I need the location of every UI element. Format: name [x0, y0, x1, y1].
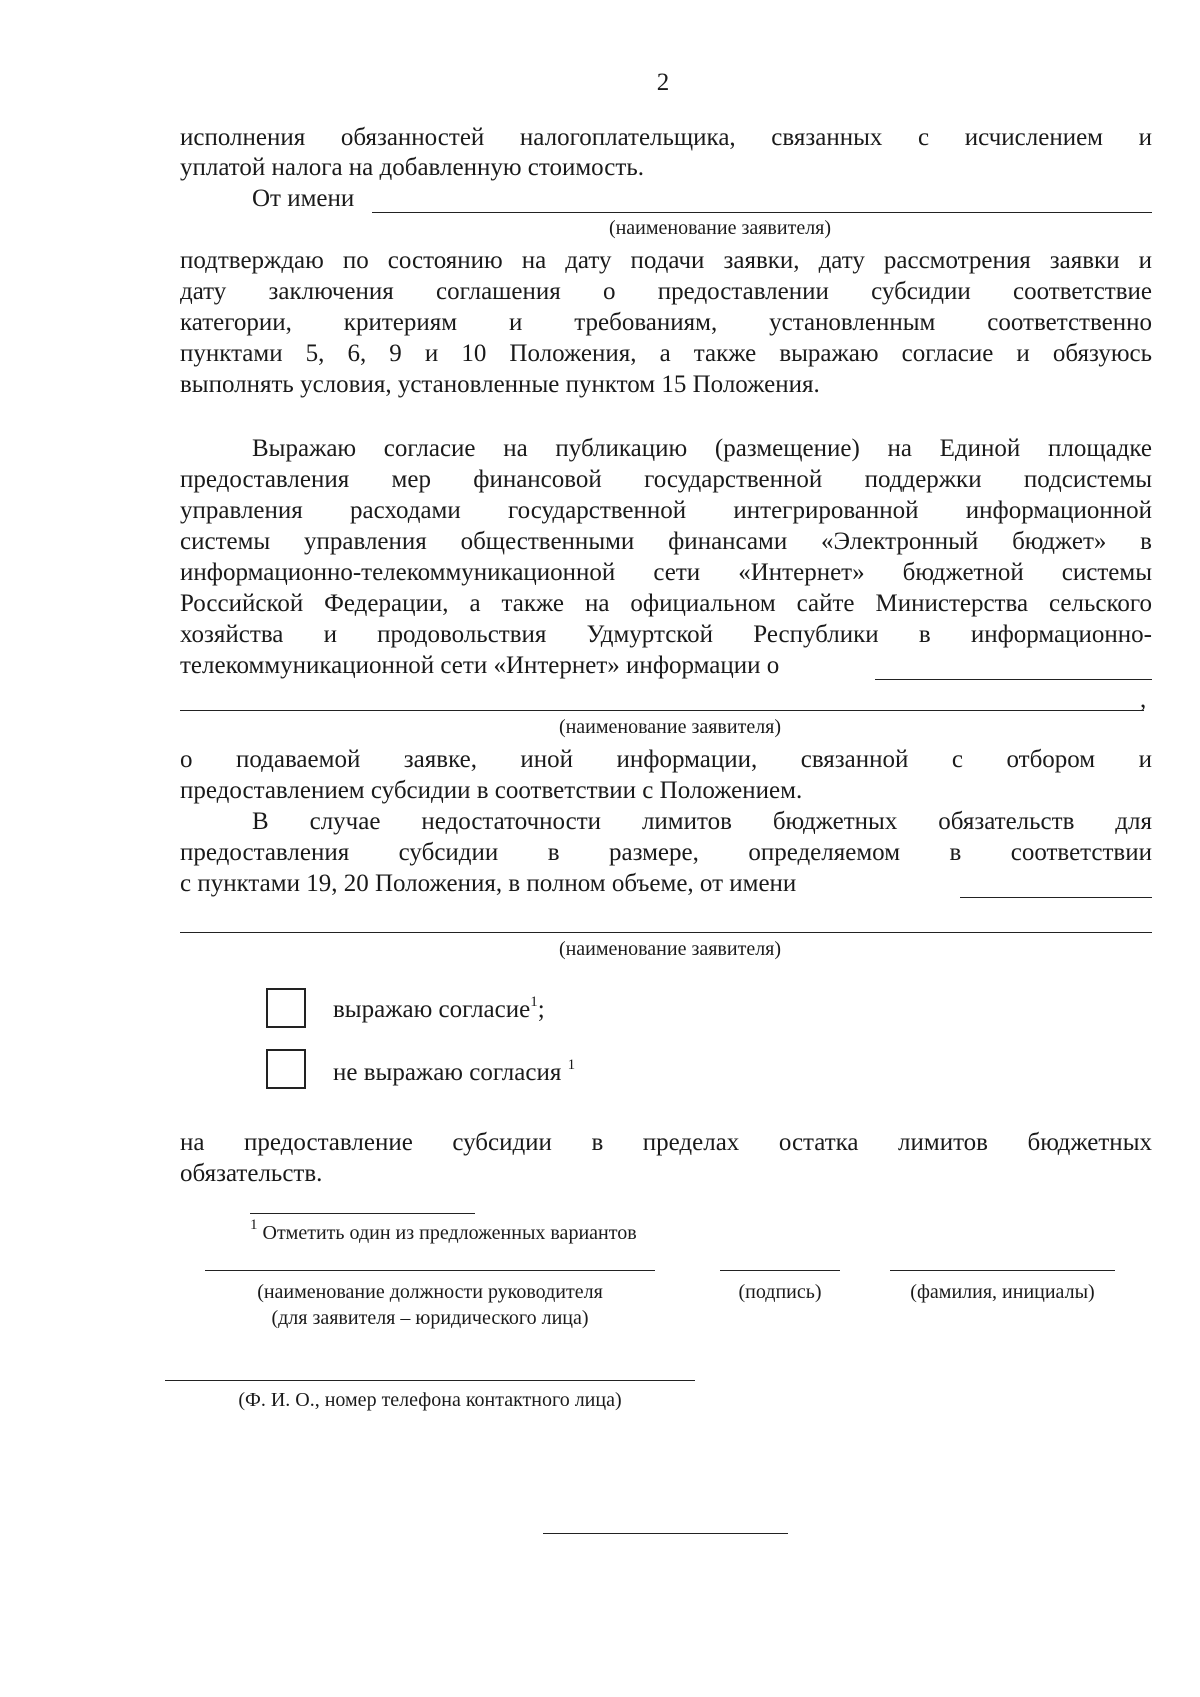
paragraph-3-line-6: Российской Федерации, а также на официальном сайте Министерства сельского — [180, 590, 1152, 617]
position-caption-1: (наименование должности руководителя — [257, 1281, 603, 1303]
paragraph-2-line-5: выполнять условия, установленные пунктом 15 Положения. — [180, 371, 820, 398]
no-consent-option-text: не выражаю согласия — [333, 1059, 568, 1086]
paragraph-3-line-4: системы управления общественными финансами «Электронный бюджет» в — [180, 528, 1152, 555]
info-field-line-1[interactable] — [875, 679, 1152, 680]
paragraph-6-line-2: обязательств. — [180, 1160, 323, 1187]
signature-field-line[interactable] — [720, 1270, 840, 1271]
paragraph-6-line-1: на предоставление субсидии в пределах остатка лимитов бюджетных — [180, 1129, 1152, 1156]
paragraph-4-line-1: о подаваемой заявке, иной информации, связанной с отбором и — [180, 746, 1152, 773]
applicant-name-field-line-3[interactable] — [960, 897, 1152, 898]
footnote-separator — [250, 1213, 475, 1214]
from-label: От имени — [252, 185, 355, 212]
paragraph-3-line-2: предоставления мер финансовой государственной поддержки подсистемы — [180, 466, 1152, 493]
applicant-caption-2: (наименование заявителя) — [558, 716, 782, 738]
paragraph-2-line-2: дату заключения соглашения о предоставлении субсидии соответствие — [180, 278, 1152, 305]
consent-checkbox[interactable] — [266, 988, 306, 1028]
paragraph-5-line-2: предоставления субсидии в размере, определяемом в соответствии — [180, 839, 1152, 866]
name-field-line[interactable] — [890, 1270, 1115, 1271]
paragraph-1-line-2: уплатой налога на добавленную стоимость. — [180, 154, 644, 181]
contact-caption: (Ф. И. О., номер телефона контактного лица) — [238, 1389, 622, 1411]
consent-option-text: выражаю согласие — [333, 996, 531, 1023]
page-number: 2 — [656, 69, 670, 96]
no-consent-option-label — [333, 1057, 575, 1088]
paragraph-3-line-1: Выражаю согласие на публикацию (размещение) на Единой площадке — [252, 435, 1152, 462]
no-consent-footnote-ref: 1 — [567, 1056, 576, 1073]
paragraph-3-line-8: телекоммуникационной сети «Интернет» информации о — [180, 652, 780, 679]
applicant-caption-3: (наименование заявителя) — [558, 938, 782, 960]
paragraph-3-line-7: хозяйства и продовольствия Удмуртской Республики в информационно- — [180, 621, 1152, 648]
contact-field-line[interactable] — [165, 1380, 695, 1381]
footnote-mark: 1 — [250, 1217, 258, 1234]
footnote — [250, 1217, 637, 1246]
position-caption-2: (для заявителя – юридического лица) — [271, 1307, 589, 1329]
no-consent-checkbox[interactable] — [266, 1049, 306, 1089]
paragraph-2-line-1: подтверждаю по состоянию на дату подачи заявки, дату рассмотрения заявки и — [180, 247, 1152, 274]
consent-option-suffix: ; — [537, 996, 545, 1023]
comma: , — [1140, 686, 1147, 713]
consent-option-label — [333, 994, 545, 1025]
paragraph-3-line-3: управления расходами государственной интегрированной информационной — [180, 497, 1152, 524]
end-separator — [543, 1533, 788, 1534]
info-field-line-2[interactable] — [180, 710, 1144, 711]
paragraph-4-line-2: предоставлением субсидии в соответствии с Положением. — [180, 777, 803, 804]
name-caption: (фамилия, инициалы) — [910, 1281, 1095, 1303]
paragraph-5-line-3: с пунктами 19, 20 Положения, в полном объеме, от имени — [180, 870, 797, 897]
paragraph-2-line-3: категории, критериям и требованиям, установленным соответственно — [180, 309, 1152, 336]
applicant-caption-1: (наименование заявителя) — [608, 217, 832, 239]
paragraph-2-line-4: пунктами 5, 6, 9 и 10 Положения, а также выражаю согласие и обязуюсь — [180, 340, 1152, 367]
signature-caption: (подпись) — [738, 1281, 822, 1303]
paragraph-1-line-1: исполнения обязанностей налогоплательщика, связанных с исчислением и — [180, 124, 1152, 151]
position-field-line[interactable] — [205, 1270, 655, 1271]
applicant-name-field-line-1[interactable] — [372, 212, 1152, 213]
applicant-name-field-line-4[interactable] — [180, 932, 1152, 933]
consent-footnote-ref: 1 — [530, 993, 538, 1010]
paragraph-5-line-1: В случае недостаточности лимитов бюджетных обязательств для — [252, 808, 1152, 835]
paragraph-3-line-5: информационно-телекоммуникационной сети «Интернет» бюджетной системы — [180, 559, 1152, 586]
footnote-text: Отметить один из предложенных вариантов — [257, 1222, 637, 1244]
